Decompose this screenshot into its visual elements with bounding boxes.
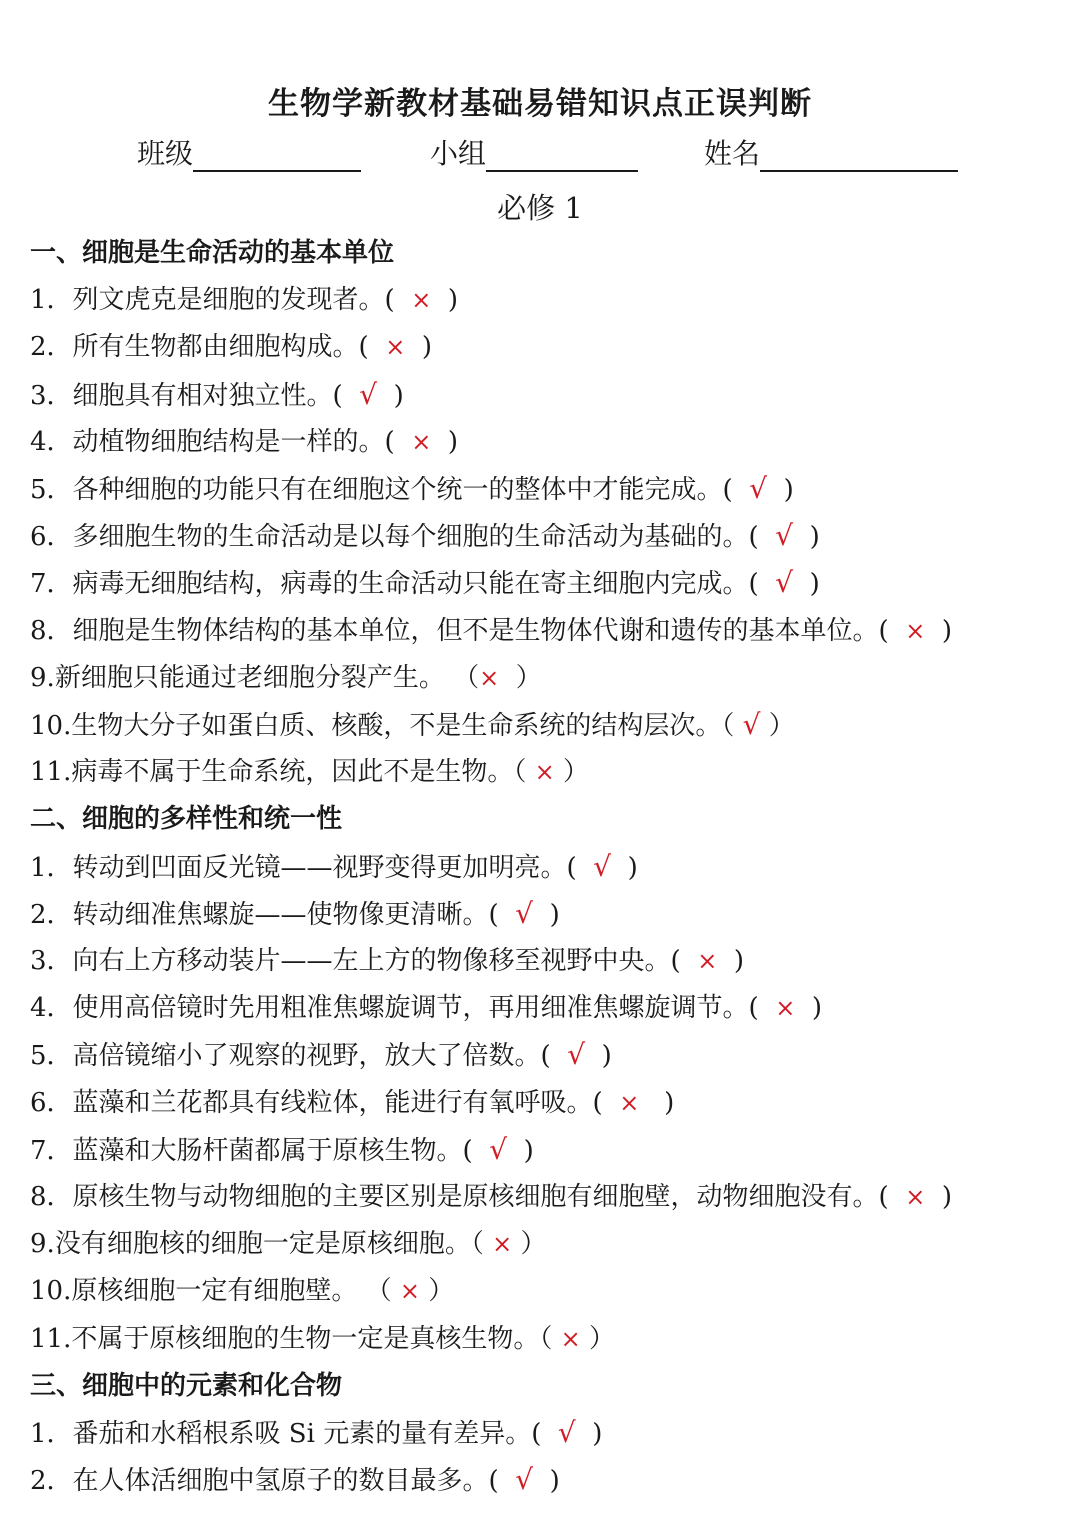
mark-gap [793,522,810,552]
closing-paren: ) [627,852,638,883]
mark-gap [555,757,563,787]
class-label: 班级 [137,137,194,170]
mark-gap [499,663,516,693]
question-text: 新细胞只能通过老细胞分裂产生。 （ [54,662,480,693]
closing-paren: ) [783,475,794,505]
question-item [30,755,1072,789]
question-number: 5． [30,1041,73,1072]
closing-paren: ) [549,1466,560,1497]
question-item [30,1463,1072,1498]
closing-paren: ) [549,899,560,930]
question-number: 8． [30,1182,73,1212]
question-item [30,330,1072,364]
mark-gap [526,757,534,787]
mark-gap [759,522,776,552]
question-item [30,944,1072,978]
answer-cross-icon: × [560,1324,581,1353]
question-item [30,1180,1072,1214]
answer-tick-icon: √ [775,566,794,600]
section-heading: 二、细胞的多样性和统一性 [30,804,343,835]
mark-gap [405,332,422,362]
closing-paren: ） [515,662,542,693]
closing-paren: ) [809,569,820,600]
answer-cross-icon: × [905,616,926,645]
question-item [30,708,1072,743]
question-text: 使用高倍镜时先用粗准焦螺旋调节，再用细准焦螺旋调节。( [72,993,759,1024]
name-field [704,132,958,172]
question-text: 没有细胞核的细胞一定是原核细胞。（ [54,1229,484,1260]
mark-gap [611,853,628,883]
question-text: 番茄和水稻根系吸 Si 元素的量有差异。( [72,1419,542,1449]
mark-gap [793,569,810,599]
question-number: 5． [30,475,73,505]
question-item [30,1038,1072,1073]
question-number: 10. [30,711,72,741]
name-label: 姓名 [704,137,761,170]
question-number: 6． [30,1087,73,1118]
mark-gap [576,1419,593,1449]
question-text: 向右上方移动装片——左上方的物像移至视野中央。( [72,946,681,976]
section-heading: 一、细胞是生命活动的基本单位 [30,238,395,268]
answer-tick-icon: √ [359,377,378,411]
answer-cross-icon: × [479,663,500,692]
mark-gap [431,285,448,315]
question-number: 4． [30,426,73,457]
question-text: 原核细胞一定有细胞壁。 （ [71,1276,392,1307]
document-title: 生物学新教材基础易错知识点正误判断 [268,86,812,122]
mark-gap [925,616,942,646]
mark-gap [392,1276,400,1306]
mark-gap [639,1088,664,1118]
question-item [30,897,1072,932]
closing-paren: ) [601,1041,612,1072]
mark-gap [369,332,386,362]
mark-gap [681,946,698,976]
question-text: 转动到凹面反光镜——视野变得更加明亮。( [72,852,577,883]
answer-cross-icon: × [411,427,432,456]
question-text: 动植物细胞结构是一样的。( [72,426,395,457]
question-number: 1． [30,1419,73,1449]
mark-gap [533,1466,550,1496]
question-number: 11. [30,1323,72,1354]
closing-paren: ) [664,1087,675,1118]
question-text: 细胞是生物体结构的基本单位，但不是生物体代谢和遗传的基本单位。( [72,615,889,646]
name-blank-line [760,140,958,172]
answer-cross-icon: × [385,333,406,362]
question-item [30,1227,1072,1261]
question-item [30,566,1072,601]
answer-tick-icon: √ [515,1463,534,1497]
question-number: 7． [30,569,73,600]
question-item [30,1274,1072,1308]
question-text: 病毒不属于生命系统，因此不是生物。（ [71,757,527,788]
question-text: 生物大分子如蛋白质、核酸，不是生命系统的结构层次。（ [71,711,735,741]
closing-paren: ) [393,380,404,411]
closing-paren: ) [592,1419,603,1449]
mark-gap [717,946,734,976]
closing-paren: ） [768,711,795,741]
mark-gap [499,1466,516,1496]
mark-gap [377,381,394,411]
mark-gap [395,285,412,315]
question-text: 病毒无细胞结构，病毒的生命活动只能在寄主细胞内完成。( [72,569,759,600]
closing-paren: ) [421,332,433,363]
question-item [30,1416,1072,1451]
question-number: 3． [30,380,73,411]
question-text: 所有生物都由细胞构成。( [72,332,369,363]
mark-gap [889,616,906,646]
question-number: 2． [30,899,73,930]
closing-paren: ） [428,1276,455,1307]
answer-cross-icon: × [534,758,555,787]
question-text: 转动细准焦螺旋——使物像更清晰。( [72,899,499,930]
closing-paren: ) [809,522,820,553]
closing-paren: ) [941,615,953,646]
closing-paren: ) [733,946,745,976]
answer-tick-icon: √ [593,849,612,883]
mark-gap [551,1041,568,1071]
class-blank-line [193,140,361,172]
answer-cross-icon: × [399,1277,420,1306]
question-number: 11. [30,757,72,788]
question-item [30,661,1072,695]
question-item [30,378,1072,413]
question-number: 6． [30,522,73,553]
question-text: 在人体活细胞中氢原子的数目最多。( [72,1466,499,1497]
closing-paren: ） [589,1323,616,1354]
mark-gap [484,1229,492,1259]
question-number: 9. [30,662,55,693]
mark-gap [395,427,412,457]
mark-gap [733,475,750,505]
question-number: 3． [30,946,73,976]
mark-gap [343,381,360,411]
subtitle: 必修 1 [497,191,583,225]
question-item [30,1322,1072,1356]
answer-tick-icon: √ [775,519,794,553]
question-item [30,283,1072,317]
mark-gap [889,1182,906,1212]
answer-tick-icon: √ [749,472,768,505]
question-number: 2． [30,332,73,363]
group-field [430,132,638,172]
closing-paren: ) [447,285,459,316]
question-text: 不属于原核细胞的生物一定是真核生物。（ [71,1323,553,1354]
mark-gap [431,427,448,457]
closing-paren: ) [447,426,459,457]
question-text: 蓝藻和大肠杆菌都属于原核生物。( [72,1135,473,1166]
mark-gap [603,1088,620,1118]
question-text: 高倍镜缩小了观察的视野，放大了倍数。( [72,1041,551,1072]
closing-paren: ) [523,1135,534,1166]
question-text: 细胞具有相对独立性。( [72,380,343,411]
question-number: 1． [30,285,73,316]
question-text: 多细胞生物的生命活动是以每个细胞的生命活动为基础的。( [72,522,759,553]
question-text: 原核生物与动物细胞的主要区别是原核细胞有细胞壁，动物细胞没有。( [72,1182,889,1212]
question-number: 2． [30,1466,73,1497]
closing-paren: ） [563,757,590,788]
closing-paren: ） [520,1229,547,1260]
group-label: 小组 [430,137,487,170]
question-number: 1． [30,852,73,883]
question-item [30,1133,1072,1168]
mark-gap [577,853,594,883]
mark-gap [759,993,776,1023]
mark-gap [795,993,812,1023]
answer-tick-icon: √ [515,896,534,930]
answer-tick-icon: √ [742,708,761,741]
mark-gap [507,1136,524,1166]
mark-gap [760,711,768,741]
question-number: 7． [30,1135,73,1166]
question-number: 8． [30,615,73,646]
answer-cross-icon: × [411,286,432,315]
closing-paren: ) [811,993,823,1024]
question-item [30,472,1072,507]
mark-gap [925,1182,942,1212]
question-item [30,1086,1072,1120]
mark-gap [585,1041,602,1071]
question-item [30,991,1072,1025]
question-text: 列文虎克是细胞的发现者。( [72,285,395,316]
question-item [30,519,1072,554]
mark-gap [759,569,776,599]
question-text: 蓝藻和兰花都具有线粒体，能进行有氧呼吸。( [72,1087,603,1118]
answer-cross-icon: × [492,1230,513,1259]
mark-gap [533,900,550,930]
answer-tick-icon: √ [489,1132,508,1166]
closing-paren: ) [941,1182,953,1212]
question-number: 4． [30,993,73,1024]
question-text: 各种细胞的功能只有在细胞这个统一的整体中才能完成。( [72,475,733,505]
question-item [30,614,1072,648]
mark-gap [581,1324,589,1354]
answer-cross-icon: × [697,947,718,975]
question-item [30,850,1072,885]
answer-cross-icon: × [775,994,796,1023]
answer-cross-icon: × [905,1183,926,1211]
class-field [137,132,361,172]
mark-gap [473,1136,490,1166]
mark-gap [552,1324,560,1354]
answer-cross-icon: × [619,1088,640,1117]
mark-gap [499,900,516,930]
mark-gap [767,475,784,505]
mark-gap [541,1419,558,1449]
group-blank-line [486,140,638,172]
question-number: 9. [30,1229,55,1260]
question-item [30,425,1072,459]
mark-gap [734,711,742,741]
question-number: 10. [30,1276,72,1307]
answer-tick-icon: √ [557,1416,576,1449]
answer-tick-icon: √ [567,1038,586,1072]
section-heading: 三、细胞中的元素和化合物 [30,1370,343,1401]
